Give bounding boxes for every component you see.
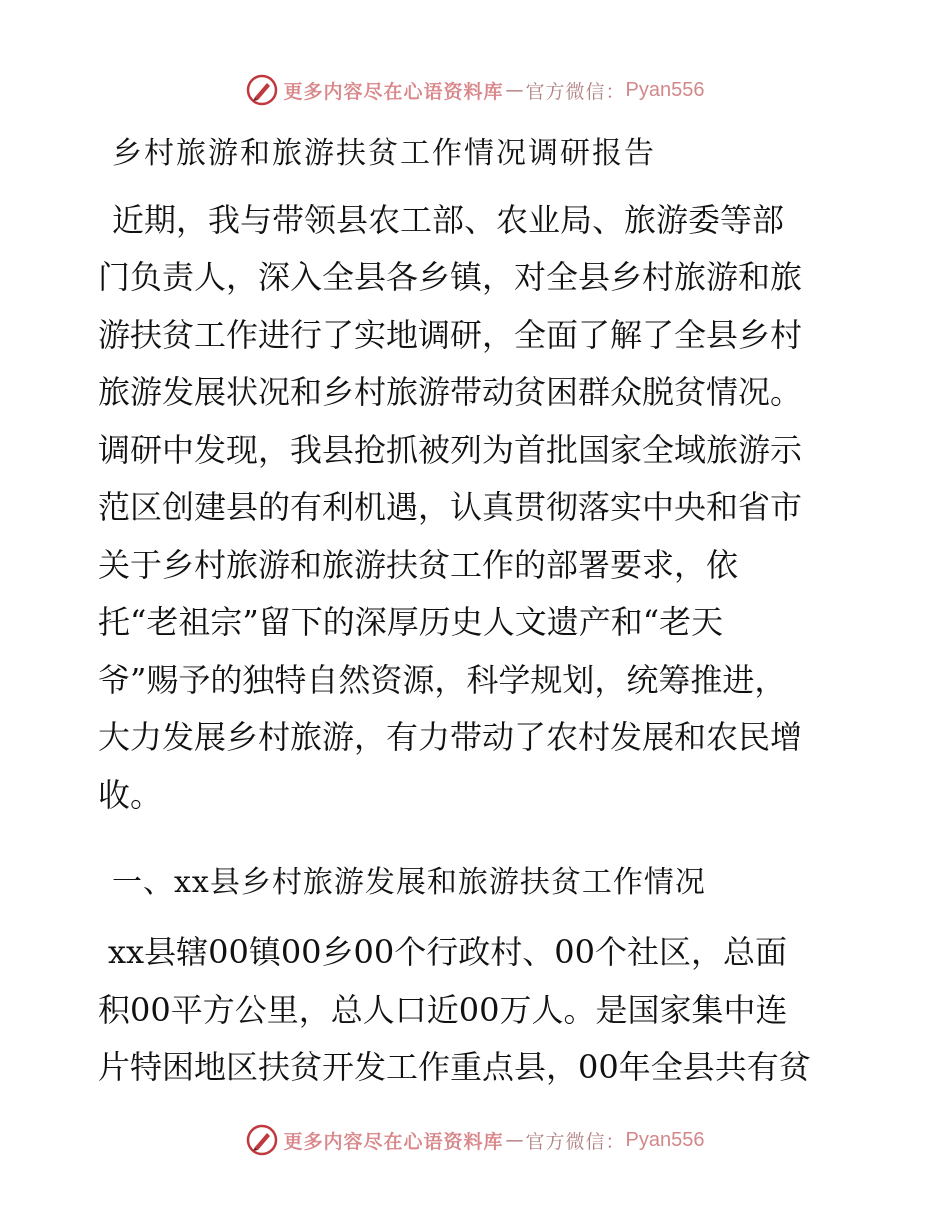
watermark-lead-text: 更多内容尽在心语资料库	[283, 1130, 504, 1153]
section-heading: 一、xx县乡村旅游发展和旅游扶贫工作情况	[112, 865, 706, 900]
text-line: xx县辖00镇00乡00个行政村、00个社区，总面	[108, 933, 787, 971]
watermark-banner-top	[0, 70, 950, 110]
watermark-banner-bottom	[0, 1120, 950, 1160]
watermark-wechat-label: 官方微信：	[525, 1130, 626, 1153]
watermark-wechat-id: Pyan556	[625, 78, 705, 101]
watermark-dash: —	[505, 79, 524, 101]
pen-logo-icon	[246, 74, 278, 106]
text-line: 旅游发展状况和乡村旅游带动贫困群众脱贫情况。	[98, 373, 803, 411]
text-line: 游扶贫工作进行了实地调研，全面了解了全县乡村	[98, 316, 803, 354]
text-line: 门负责人，深入全县各乡镇，对全县乡村旅游和旅	[98, 258, 803, 296]
watermark-wechat-id: Pyan556	[625, 1128, 705, 1151]
text-line: 爷”赐予的独特自然资源，科学规划，统筹推进，	[98, 661, 787, 699]
text-line: 大力发展乡村旅游，有力带动了农村发展和农民增	[98, 718, 803, 756]
watermark-wechat-label: 官方微信：	[525, 80, 626, 103]
text-line: 积00平方公里，总人口近00万人。是国家集中连	[98, 991, 788, 1029]
watermark-dash: —	[505, 1129, 524, 1151]
text-line: 近期，我与带领县农工部、农业局、旅游委等部	[112, 201, 785, 239]
text-line: 关于乡村旅游和旅游扶贫工作的部署要求，依	[98, 546, 739, 584]
text-line: 范区创建县的有利机遇，认真贯彻落实中央和省市	[98, 488, 803, 526]
text-line: 托“老祖宗”留下的深厚历史人文遗产和“老天	[98, 603, 724, 641]
text-line: 收。	[98, 776, 163, 814]
text-line: 调研中发现，我县抢抓被列为首批国家全域旅游示	[98, 431, 803, 469]
pen-logo-icon	[246, 1124, 278, 1156]
document-title: 乡村旅游和旅游扶贫工作情况调研报告	[112, 136, 656, 171]
watermark-lead-text: 更多内容尽在心语资料库	[283, 80, 504, 103]
text-line: 片特困地区扶贫开发工作重点县，00年全县共有贫	[98, 1048, 811, 1086]
